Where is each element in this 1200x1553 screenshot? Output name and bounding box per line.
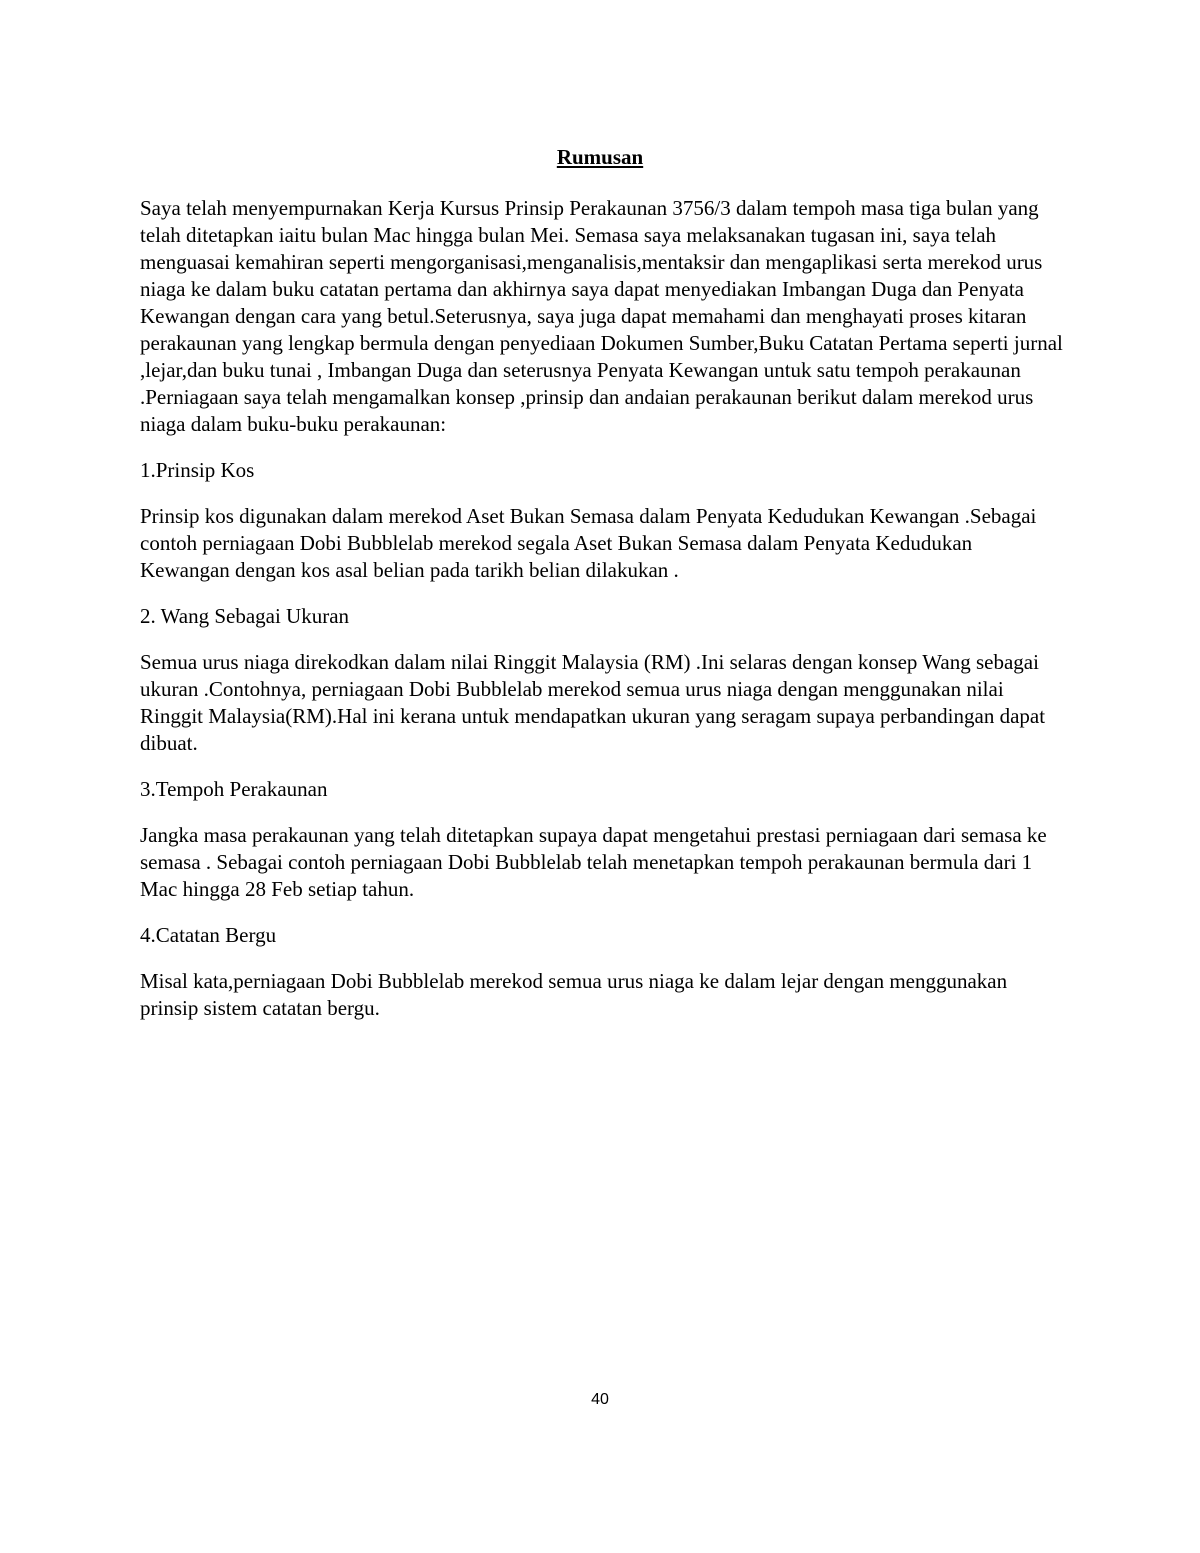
section-heading: 4.Catatan Bergu — [140, 923, 277, 947]
section-catatan-bergu — [140, 922, 1065, 1022]
section-heading: 1.Prinsip Kos — [140, 458, 255, 482]
intro-paragraph: Saya telah menyempurnakan Kerja Kursus Prinsip Perakaunan 3756/3 dalam tempoh masa tiga bulan yang telah ditetapkan iaitu bulan Mac hingga bulan Mei. Semasa saya melaksanakan tugasan ini, saya telah menguasai kemahiran seperti mengorganisasi,menganalisis,mentaksir dan mengaplikasi serta merekod urus niaga ke dalam buku catatan pertama dan akhirnya saya dapat menyediakan Imbangan Duga dan Penyata Kewangan dengan cara yang betul.Seterusnya, saya juga dapat memahami dan menghayati proses kitaran perakaunan yang lengkap bermula dengan penyediaan Dokumen Sumber,Buku Catatan Pertama seperti jurnal ,lejar,dan buku tunai , Imbangan Duga dan seterusnya Penyata Kewangan untuk satu tempoh perakaunan .Perniagaan saya telah mengamalkan konsep ,prinsip dan andaian perakaunan berikut dalam merekod urus niaga dalam buku-buku perakaunan: — [140, 196, 1063, 436]
section-paragraph: Jangka masa perakaunan yang telah ditetapkan supaya dapat mengetahui prestasi perniagaan dari semasa ke semasa . Sebagai contoh perniagaan Dobi Bubblelab telah menetapkan tempoh perakaunan bermula dari 1 Mac hingga 28 Feb setiap tahun. — [140, 823, 1047, 901]
section-tempoh-perakaunan — [140, 776, 1065, 903]
page-title: Rumusan — [556, 145, 644, 169]
document-body — [140, 195, 1065, 1041]
section-wang-sebagai-ukuran — [140, 603, 1065, 757]
section-heading: 3.Tempoh Perakaunan — [140, 777, 328, 801]
section-heading: 2. Wang Sebagai Ukuran — [140, 604, 350, 628]
section-paragraph: Prinsip kos digunakan dalam merekod Aset Bukan Semasa dalam Penyata Kedudukan Kewangan .Sebagai contoh perniagaan Dobi Bubblelab merekod segala Aset Bukan Semasa dalam Penyata Kedudukan Kewangan dengan kos asal belian pada tarikh belian dilakukan . — [140, 504, 1037, 582]
section-prinsip-kos — [140, 457, 1065, 584]
page-number: 40 — [591, 1391, 609, 1408]
section-paragraph: Misal kata,perniagaan Dobi Bubblelab merekod semua urus niaga ke dalam lejar dengan menggunakan prinsip sistem catatan bergu. — [140, 969, 1008, 1020]
section-paragraph: Semua urus niaga direkodkan dalam nilai Ringgit Malaysia (RM) .Ini selaras dengan konsep Wang sebagai ukuran .Contohnya, perniagaan Dobi Bubblelab merekod semua urus niaga dengan menggunakan nilai Ringgit Malaysia(RM).Hal ini kerana untuk mendapatkan ukuran yang seragam supaya perbandingan dapat dibuat. — [140, 650, 1046, 755]
